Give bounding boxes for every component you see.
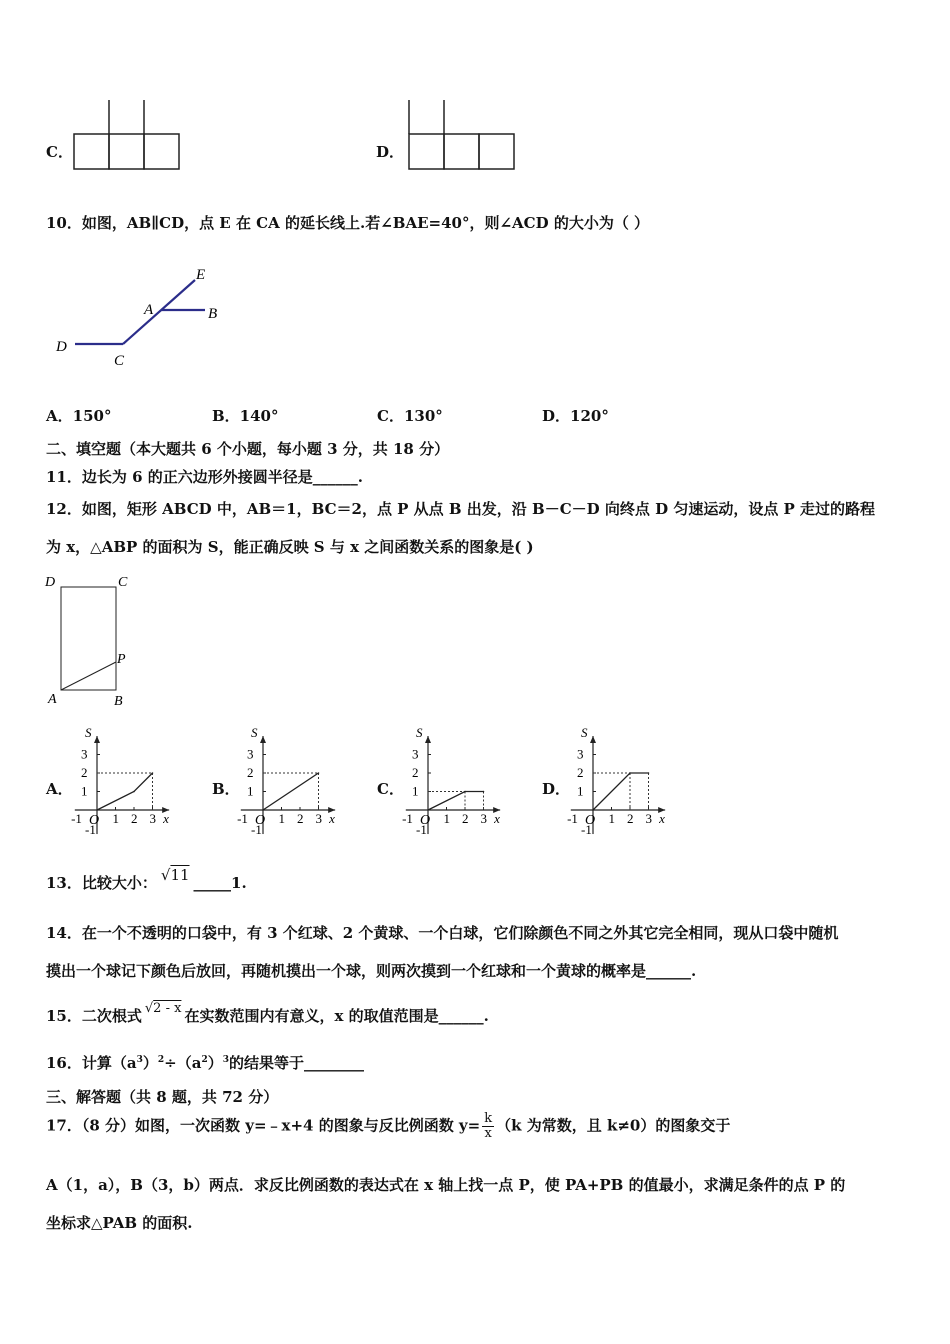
q12-option-d-label[interactable]: D． bbox=[542, 780, 571, 798]
y-axis-arrow bbox=[425, 736, 431, 743]
y-tick-label: 2 bbox=[81, 765, 88, 780]
data-point bbox=[262, 809, 264, 811]
series-line bbox=[428, 792, 484, 811]
y-axis-arrow bbox=[94, 736, 100, 743]
q11-stem: 11．边长为 6 的正六边形外接圆半径是______. bbox=[46, 468, 363, 486]
series-line bbox=[263, 773, 319, 810]
q9-option-c-label: C． bbox=[46, 143, 73, 161]
q10-point-c: C bbox=[114, 353, 125, 369]
y-tick-label: 3 bbox=[577, 746, 584, 762]
x-tick-label: 2 bbox=[462, 811, 469, 826]
q12-point-c: C bbox=[118, 575, 128, 590]
data-point bbox=[483, 791, 485, 793]
q10-point-b: B bbox=[208, 306, 218, 322]
q12-graph-d bbox=[566, 718, 681, 840]
x-tick-label: 3 bbox=[149, 811, 156, 826]
origin-label: O bbox=[89, 813, 100, 828]
q15-prefix: 15．二次根式 bbox=[46, 1007, 142, 1025]
y-axis-label: S bbox=[251, 725, 258, 740]
q10-option-c[interactable]: C．130° bbox=[377, 407, 443, 425]
x-tick-label: -1 bbox=[567, 811, 578, 826]
q16-part-d: ） bbox=[207, 1054, 223, 1072]
q12-point-a: A bbox=[48, 692, 57, 707]
q16-exp-3: 2 bbox=[201, 1055, 208, 1065]
x-tick-label: 3 bbox=[315, 811, 322, 826]
q10-option-b[interactable]: B．140° bbox=[212, 407, 279, 425]
x-tick-label: -1 bbox=[402, 811, 413, 826]
q12-point-p: P bbox=[117, 652, 126, 667]
q12-stem-line1: 12．如图，矩形 ABCD 中，AB＝1，BC＝2，点 P 从点 B 出发，沿 B－C－D 向终点 D 匀速运动，设点 P 走过的路程 bbox=[46, 500, 876, 518]
q16-stem bbox=[46, 1052, 364, 1073]
y-tick-label: 2 bbox=[577, 765, 584, 780]
q15-sqrt: √2 - x bbox=[144, 1001, 182, 1016]
q10-figure bbox=[50, 260, 240, 372]
y-tick-label: 2 bbox=[247, 765, 254, 780]
y-tick-label: 3 bbox=[247, 746, 254, 762]
q17-fraction bbox=[482, 1112, 494, 1141]
q12-option-c-label[interactable]: C． bbox=[377, 780, 404, 798]
data-point bbox=[96, 809, 98, 811]
x-axis-label: x bbox=[494, 811, 500, 826]
data-point bbox=[427, 809, 429, 811]
q16-exp-4: 3 bbox=[222, 1055, 229, 1065]
q15-radicand: 2 - x bbox=[153, 1001, 182, 1016]
x-tick-label: 1 bbox=[278, 811, 285, 826]
q14-stem-line2: 摸出一个球记下颜色后放回，再随机摸出一个球，则两次摸到一个红球和一个黄球的概率是______. bbox=[46, 962, 697, 980]
q10-stem: 10．如图，AB∥CD，点 E 在 CA 的延长线上.若∠BAE=40°，则∠ACD 的大小为（ ） bbox=[46, 214, 650, 232]
q12-option-b-label[interactable]: B． bbox=[212, 780, 240, 798]
origin-label: O bbox=[255, 813, 266, 828]
y-axis-arrow bbox=[590, 736, 596, 743]
q10-option-a[interactable]: A．150° bbox=[46, 407, 112, 425]
q14-stem-line1: 14．在一个不透明的口袋中，有 3 个红球、2 个黄球、一个白球，它们除颜色不同之外其它完全相同，现从口袋中随机 bbox=[46, 924, 839, 942]
q12-option-a-label[interactable]: A． bbox=[46, 780, 73, 798]
q12-point-d: D bbox=[45, 575, 56, 590]
x-tick-label: 1 bbox=[112, 811, 119, 826]
data-point bbox=[648, 772, 650, 774]
q15-stem bbox=[46, 1001, 489, 1026]
y-tick-label: 1 bbox=[81, 783, 88, 799]
section-3-heading: 三、解答题（共 8 题，共 72 分） bbox=[46, 1088, 279, 1106]
q17-stem-line1 bbox=[46, 1112, 730, 1141]
y-tick-label: 1 bbox=[577, 783, 584, 799]
section-2-heading: 二、填空题（本大题共 6 个小题，每小题 3 分，共 18 分） bbox=[46, 440, 450, 458]
y-tick-label: -1 bbox=[251, 822, 262, 837]
x-tick-label: 3 bbox=[645, 811, 652, 826]
q17-prefix: 17．（8 分）如图，一次函数 y=﹣x+4 的图象与反比例函数 y= bbox=[46, 1116, 481, 1135]
x-axis-label: x bbox=[659, 811, 665, 826]
q16-exp-2: 2 bbox=[157, 1055, 165, 1065]
y-axis-arrow bbox=[260, 736, 266, 743]
x-tick-label: 1 bbox=[608, 811, 615, 826]
q9-option-c-figure bbox=[70, 98, 185, 174]
q9-option-d-figure bbox=[405, 98, 520, 174]
y-tick-label: 3 bbox=[412, 746, 419, 762]
q13-suffix: _____1. bbox=[193, 874, 247, 892]
q16-part-a: 16．计算（a bbox=[46, 1054, 137, 1072]
data-point bbox=[592, 809, 594, 811]
series-line bbox=[97, 773, 153, 810]
q10-point-d: D bbox=[56, 339, 67, 355]
x-tick-label: 2 bbox=[627, 811, 634, 826]
data-point bbox=[133, 791, 135, 793]
y-tick-label: 3 bbox=[81, 746, 88, 762]
q10-point-e: E bbox=[196, 267, 206, 283]
y-axis-label: S bbox=[581, 725, 588, 740]
q13-radicand: 11 bbox=[170, 866, 190, 884]
data-point bbox=[318, 772, 320, 774]
x-axis-label: x bbox=[163, 811, 169, 826]
q15-suffix: 在实数范围内有意义，x 的取值范围是______. bbox=[184, 1007, 489, 1025]
q13-stem bbox=[46, 866, 247, 893]
x-tick-label: 1 bbox=[443, 811, 450, 826]
data-point bbox=[464, 791, 466, 793]
y-tick-label: 2 bbox=[412, 765, 419, 780]
q17-stem-line3: 坐标求△PAB 的面积. bbox=[46, 1214, 193, 1232]
q13-sqrt: √11 bbox=[160, 866, 190, 884]
y-tick-label: -1 bbox=[416, 822, 427, 837]
q13-prefix: 13．比较大小： bbox=[46, 874, 157, 892]
origin-label: O bbox=[585, 813, 596, 828]
series-line bbox=[593, 773, 649, 810]
x-axis-label: x bbox=[329, 811, 335, 826]
q12-rectangle-figure bbox=[40, 570, 140, 710]
x-tick-label: -1 bbox=[237, 811, 248, 826]
q10-point-a: A bbox=[144, 302, 154, 318]
y-tick-label: 1 bbox=[247, 783, 254, 799]
q12-point-b: B bbox=[114, 694, 123, 709]
x-tick-label: -1 bbox=[71, 811, 82, 826]
data-point bbox=[629, 772, 631, 774]
q12-graph-b bbox=[236, 718, 351, 840]
q16-part-c: ÷（a bbox=[164, 1054, 202, 1072]
y-tick-label: -1 bbox=[581, 822, 592, 837]
q17-suffix: （k 为常数，且 k≠0）的图象交于 bbox=[496, 1116, 731, 1135]
q17-fraction-numerator: k bbox=[484, 1111, 493, 1126]
data-point bbox=[152, 772, 154, 774]
x-tick-label: 2 bbox=[131, 811, 138, 826]
q12-graph-a bbox=[70, 718, 185, 840]
y-axis-label: S bbox=[85, 725, 92, 740]
origin-label: O bbox=[420, 813, 431, 828]
q10-option-d[interactable]: D．120° bbox=[542, 407, 609, 425]
x-tick-label: 2 bbox=[297, 811, 304, 826]
y-tick-label: 1 bbox=[412, 783, 419, 799]
y-axis-label: S bbox=[416, 725, 423, 740]
q16-part-b: ） bbox=[142, 1054, 158, 1072]
q12-stem-line2: 为 x，△ABP 的面积为 S，能正确反映 S 与 x 之间函数关系的图象是( ) bbox=[46, 538, 534, 556]
q9-option-d-label: D． bbox=[376, 143, 405, 161]
q16-part-e: 的结果等于________ bbox=[228, 1054, 364, 1072]
q12-graph-c bbox=[401, 718, 516, 840]
y-tick-label: -1 bbox=[85, 822, 96, 837]
q16-exp-1: 3 bbox=[136, 1055, 143, 1065]
x-tick-label: 3 bbox=[480, 811, 487, 826]
q17-stem-line2: A（1，a），B（3，b）两点．求反比例函数的表达式在 x 轴上找一点 P，使 PA+PB 的值最小，求满足条件的点 P 的 bbox=[46, 1176, 846, 1194]
q17-fraction-denominator: x bbox=[484, 1126, 492, 1141]
